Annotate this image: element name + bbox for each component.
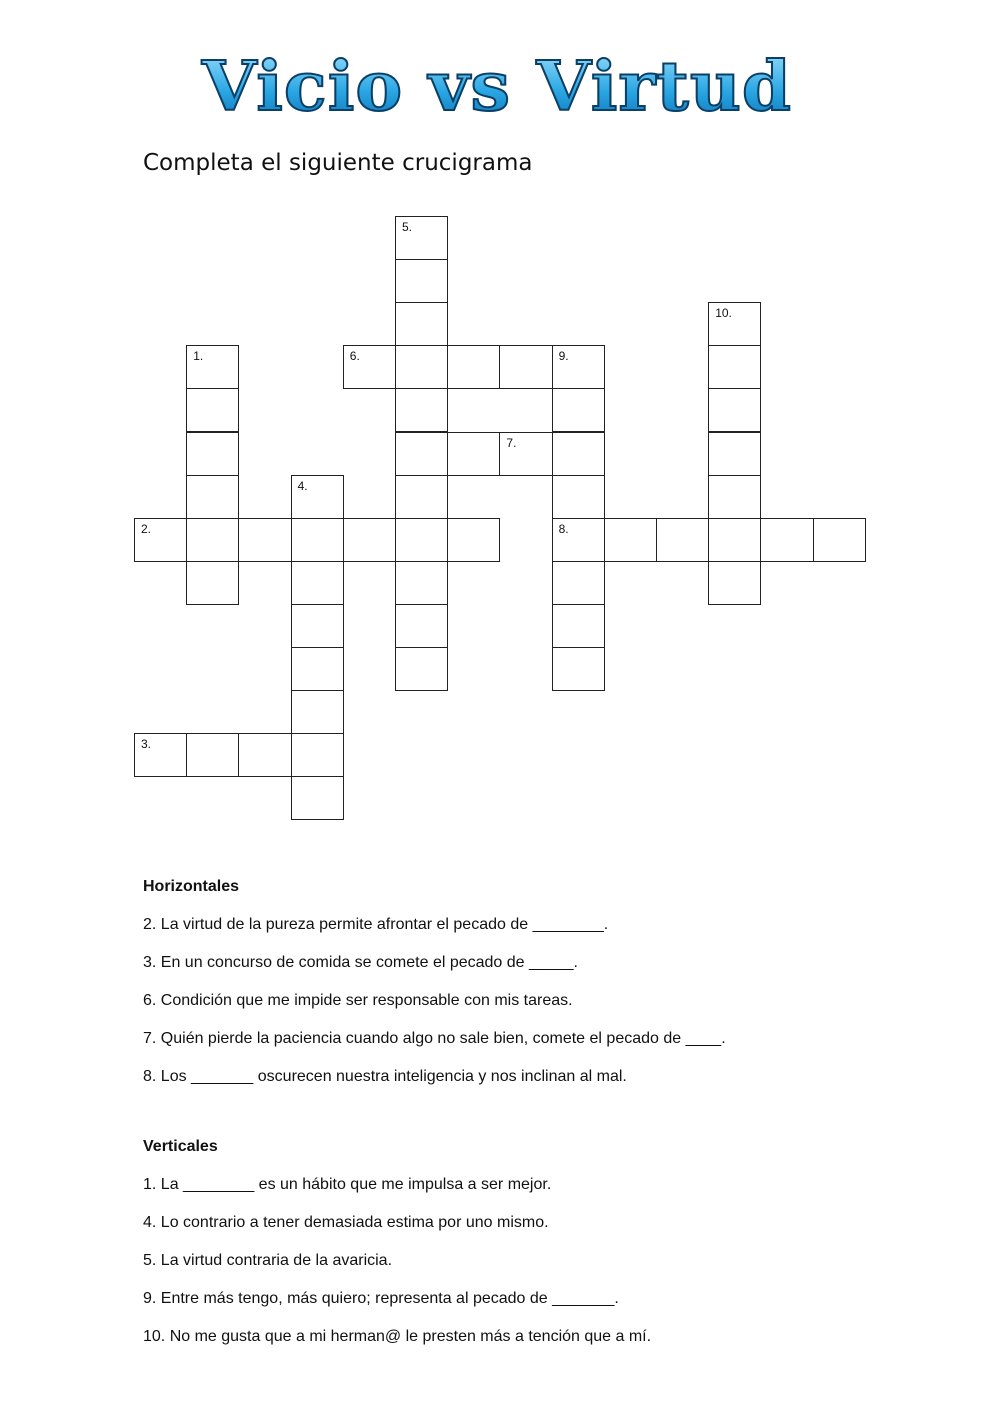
crossword-cell[interactable] — [656, 518, 709, 562]
crossword-cell[interactable] — [186, 733, 239, 777]
crossword-cell[interactable] — [291, 733, 344, 777]
crossword-cell[interactable] — [238, 518, 291, 562]
crossword-cell[interactable] — [447, 432, 500, 476]
crossword-cell[interactable] — [552, 475, 605, 519]
crossword-cell[interactable] — [186, 518, 239, 562]
clue-across-6: 6. Condición que me impide ser responsable con mis tareas. — [143, 992, 573, 1009]
crossword-cell[interactable] — [186, 475, 239, 519]
title-text: Vicio vs Virtud — [200, 48, 792, 127]
crossword-cell[interactable] — [552, 388, 605, 432]
crossword-cell[interactable] — [291, 647, 344, 691]
clue-number-label: 10. — [715, 306, 732, 321]
crossword-cell[interactable] — [395, 216, 448, 260]
clue-down-9: 9. Entre más tengo, más quiero; representa al pecado de _______. — [143, 1290, 619, 1307]
crossword-cell[interactable] — [552, 561, 605, 605]
crossword-cell[interactable] — [395, 432, 448, 476]
crossword-cell[interactable] — [552, 345, 605, 389]
crossword-cell[interactable] — [291, 604, 344, 648]
crossword-cell[interactable] — [447, 345, 500, 389]
crossword-cell[interactable] — [291, 776, 344, 820]
crossword-cell[interactable] — [395, 345, 448, 389]
clue-down-1: 1. La ________ es un hábito que me impulsa a ser mejor. — [143, 1176, 552, 1193]
crossword-cell[interactable] — [708, 388, 761, 432]
crossword-cell[interactable] — [552, 647, 605, 691]
crossword-cell[interactable] — [291, 518, 344, 562]
crossword-cell[interactable] — [395, 388, 448, 432]
crossword-cell[interactable] — [552, 604, 605, 648]
crossword-cell[interactable] — [186, 432, 239, 476]
crossword-cell[interactable] — [395, 647, 448, 691]
crossword-cell[interactable] — [708, 518, 761, 562]
crossword-cell[interactable] — [186, 388, 239, 432]
crossword-cell[interactable] — [134, 733, 187, 777]
verticales-heading: Verticales — [143, 1138, 218, 1155]
clue-number-label: 3. — [141, 737, 152, 752]
clue-number-label: 5. — [402, 220, 413, 234]
crossword-cell[interactable] — [395, 561, 448, 605]
crossword-cell[interactable] — [708, 432, 761, 476]
clue-across-3: 3. En un concurso de comida se comete el pecado de _____. — [143, 954, 578, 971]
crossword-cell[interactable] — [708, 345, 761, 389]
horizontales-heading: Horizontales — [143, 878, 240, 895]
clue-number-label: 4. — [297, 478, 308, 493]
crossword-cell[interactable] — [395, 518, 448, 562]
clue-number-label: 9. — [558, 349, 569, 364]
crossword-cell[interactable] — [395, 475, 448, 519]
clue-down-5: 5. La virtud contraria de la avaricia. — [143, 1252, 393, 1269]
clue-across-7: 7. Quién pierde la paciencia cuando algo no sale bien, comete el pecado de ____. — [143, 1030, 726, 1047]
crossword-cell[interactable] — [499, 345, 552, 389]
clue-number-label: 2. — [141, 521, 152, 536]
crossword-cell[interactable] — [186, 345, 239, 389]
crossword-cell[interactable] — [291, 475, 344, 519]
clues-section — [143, 876, 943, 1348]
crossword-cell[interactable] — [447, 518, 500, 562]
crossword-cell[interactable] — [395, 302, 448, 346]
clue-across-8: 8. Los _______ oscurecen nuestra inteligencia y nos inclinan al mal. — [143, 1068, 627, 1085]
clue-down-4: 4. Lo contrario a tener demasiada estima por uno mismo. — [143, 1214, 549, 1231]
instructions-text: Completa el siguiente crucigrama — [143, 150, 533, 176]
crossword-cell[interactable] — [238, 733, 291, 777]
clue-number-label: 7. — [506, 435, 517, 450]
crossword-cell[interactable] — [813, 518, 866, 562]
clue-across-2: 2. La virtud de la pureza permite afrontar el pecado de ________. — [143, 916, 609, 933]
crossword-cell[interactable] — [343, 518, 396, 562]
crossword-cell[interactable] — [291, 690, 344, 734]
crossword-cell[interactable] — [395, 604, 448, 648]
crossword-cell[interactable] — [552, 432, 605, 476]
clue-number-label: 6. — [349, 349, 360, 364]
clue-down-10: 10. No me gusta que a mi herman@ le presten más a tención que a mí. — [143, 1328, 652, 1345]
crossword-cell[interactable] — [291, 561, 344, 605]
crossword-cell[interactable] — [499, 432, 552, 476]
clue-number-label: 1. — [193, 349, 204, 364]
crossword-cell[interactable] — [395, 259, 448, 303]
crossword-cell[interactable] — [708, 561, 761, 605]
crossword-cell[interactable] — [134, 518, 187, 562]
crossword-cell[interactable] — [760, 518, 813, 562]
crossword-cell[interactable] — [708, 475, 761, 519]
crossword-cell[interactable] — [343, 345, 396, 389]
crossword-cell[interactable] — [604, 518, 657, 562]
crossword-cell[interactable] — [552, 518, 605, 562]
crossword-cell[interactable] — [186, 561, 239, 605]
clue-number-label: 8. — [558, 521, 569, 536]
crossword-cell[interactable] — [708, 302, 761, 346]
